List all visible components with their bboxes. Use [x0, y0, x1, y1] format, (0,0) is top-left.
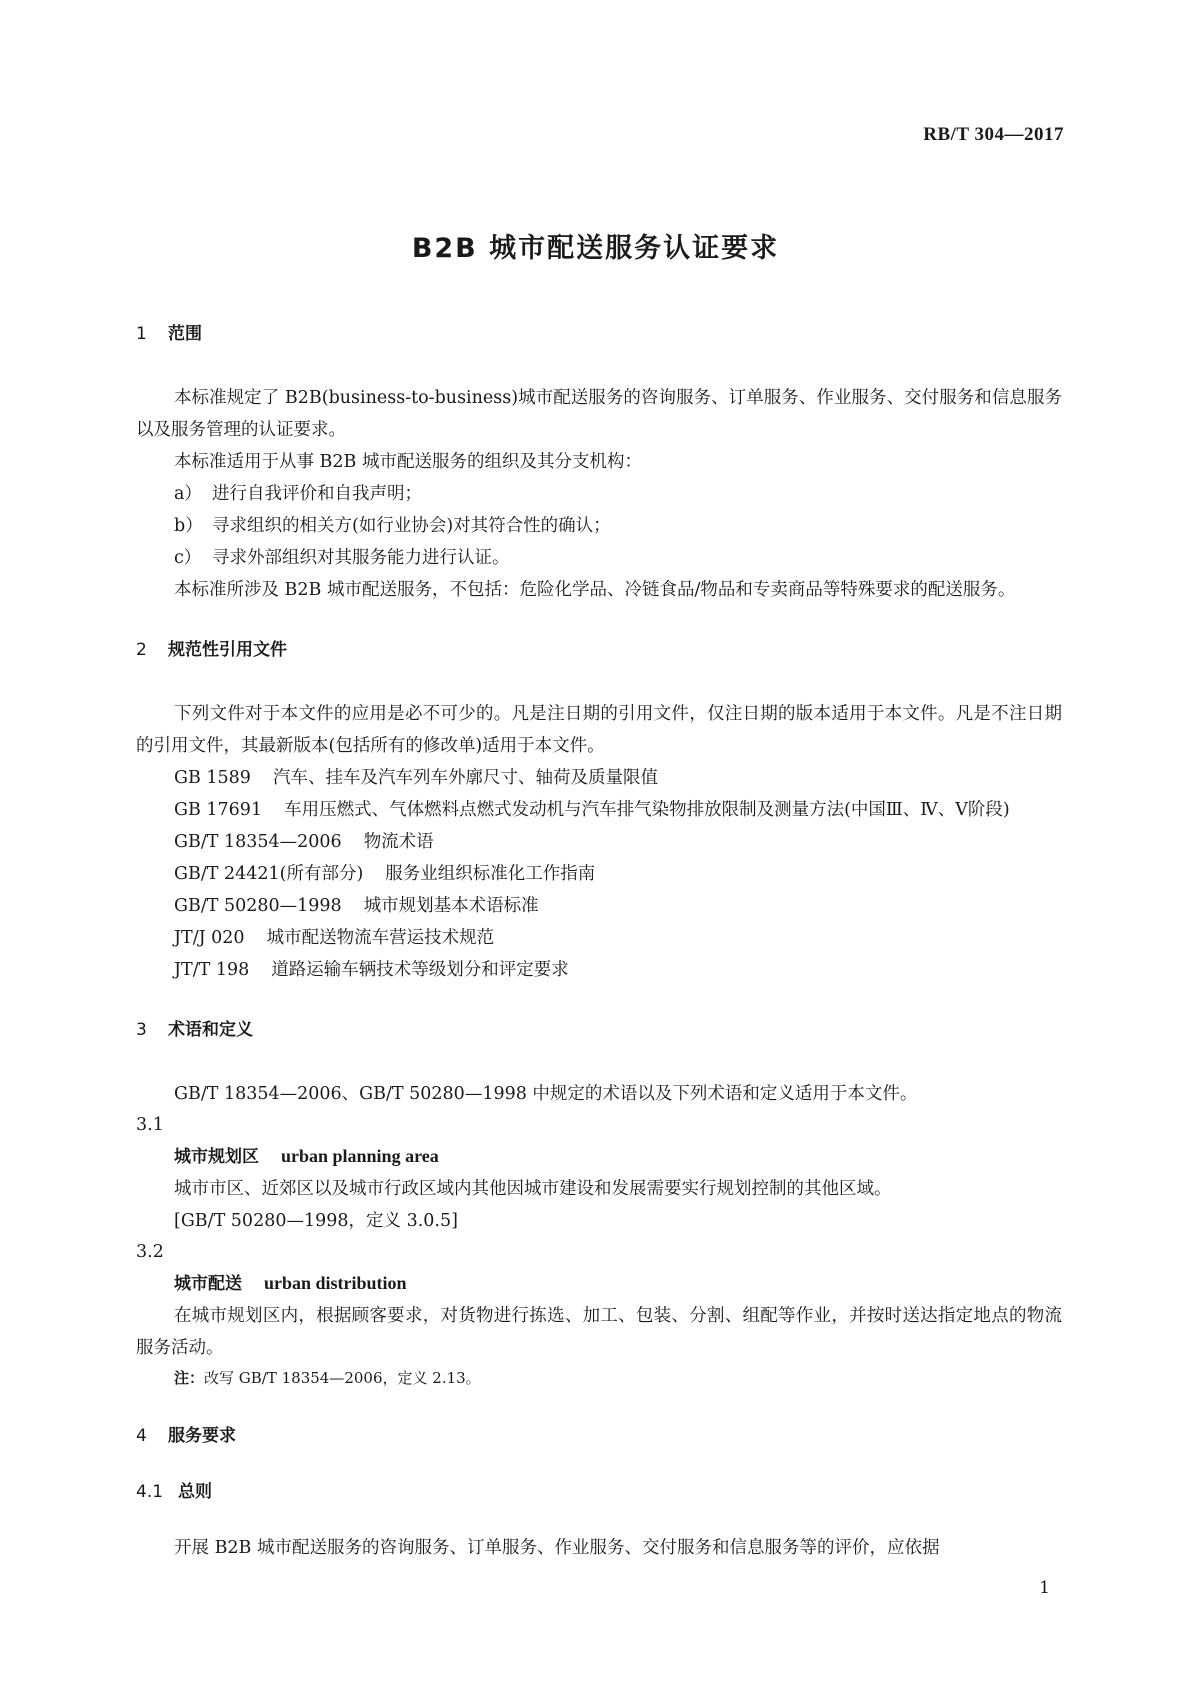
- section-4-1-heading: 4.1 总则: [136, 1482, 212, 1502]
- term-number: 3.2: [136, 1242, 164, 1262]
- reference-item: JT/J 020 城市配送物流车营运技术规范: [174, 928, 495, 948]
- term-heading: 城市规划区 urban planning area: [174, 1146, 439, 1167]
- reference-item: GB/T 50280—1998 城市规划基本术语标准: [174, 896, 539, 916]
- paragraph: 开展 B2B 城市配送服务的咨询服务、订单服务、作业服务、交付服务和信息服务等的评价，应依据: [174, 1538, 940, 1558]
- term-heading: 城市配送 urban distribution: [174, 1273, 407, 1294]
- section-1-heading: 1 范围: [136, 324, 202, 344]
- document-title: B2B 城市配送服务认证要求: [411, 233, 780, 264]
- list-item: b） 寻求组织的相关方(如行业协会)对其符合性的确认；: [174, 516, 611, 536]
- reference-item: JT/T 198 道路运输车辆技术等级划分和评定要求: [174, 960, 569, 980]
- list-item: a） 进行自我评价和自我声明；: [174, 484, 422, 504]
- reference-item: GB 17691 车用压燃式、气体燃料点燃式发动机与汽车排气染物排放限制及测量方法(中国Ⅲ、Ⅳ、Ⅴ阶段): [174, 800, 1010, 820]
- reference-item: GB/T 24421(所有部分) 服务业组织标准化工作指南: [174, 864, 596, 884]
- paragraph: 本标准所涉及 B2B 城市配送服务，不包括：危险化学品、冷链食品/物品和专卖商品等特殊要求的配送服务。: [174, 580, 1016, 600]
- term-definition: 城市市区、近郊区以及城市行政区域内其他因城市建设和发展需要实行规划控制的其他区域。: [174, 1179, 892, 1199]
- paragraph: GB/T 18354—2006、GB/T 50280—1998 中规定的术语以及下列术语和定义适用于本文件。: [174, 1084, 918, 1104]
- term-number: 3.1: [136, 1115, 164, 1135]
- section-4-heading: 4 服务要求: [136, 1426, 236, 1446]
- paragraph: 本标准适用于从事 B2B 城市配送服务的组织及其分支机构：: [174, 452, 642, 472]
- section-3-heading: 3 术语和定义: [136, 1020, 253, 1040]
- reference-item: GB/T 18354—2006 物流术语: [174, 832, 434, 852]
- term-source: [GB/T 50280—1998，定义 3.0.5]: [174, 1211, 458, 1231]
- document-body: [136, 318, 1062, 1564]
- term-definition: 在城市规划区内，根据顾客要求，对货物进行拣选、加工、包装、分割、组配等作业，并按时送达指定地点的物流服务活动。: [136, 1306, 1062, 1358]
- paragraph: 本标准规定了 B2B(business-to-business)城市配送服务的咨询服务、订单服务、作业服务、交付服务和信息服务以及服务管理的认证要求。: [136, 388, 1062, 440]
- section-2-heading: 2 规范性引用文件: [136, 640, 287, 660]
- standard-code: RB/T 304—2017: [923, 124, 1064, 145]
- page-number: 1: [1039, 1578, 1050, 1598]
- list-item: c） 寻求外部组织对其服务能力进行认证。: [174, 548, 510, 568]
- term-note: 注：改写 GB/T 18354—2006，定义 2.13。: [174, 1369, 481, 1387]
- reference-item: GB 1589 汽车、挂车及汽车列车外廓尺寸、轴荷及质量限值: [174, 768, 658, 788]
- paragraph: 下列文件对于本文件的应用是必不可少的。凡是注日期的引用文件，仅注日期的版本适用于本文件。凡是不注日期的引用文件，其最新版本(包括所有的修改单)适用于本文件。: [136, 704, 1062, 756]
